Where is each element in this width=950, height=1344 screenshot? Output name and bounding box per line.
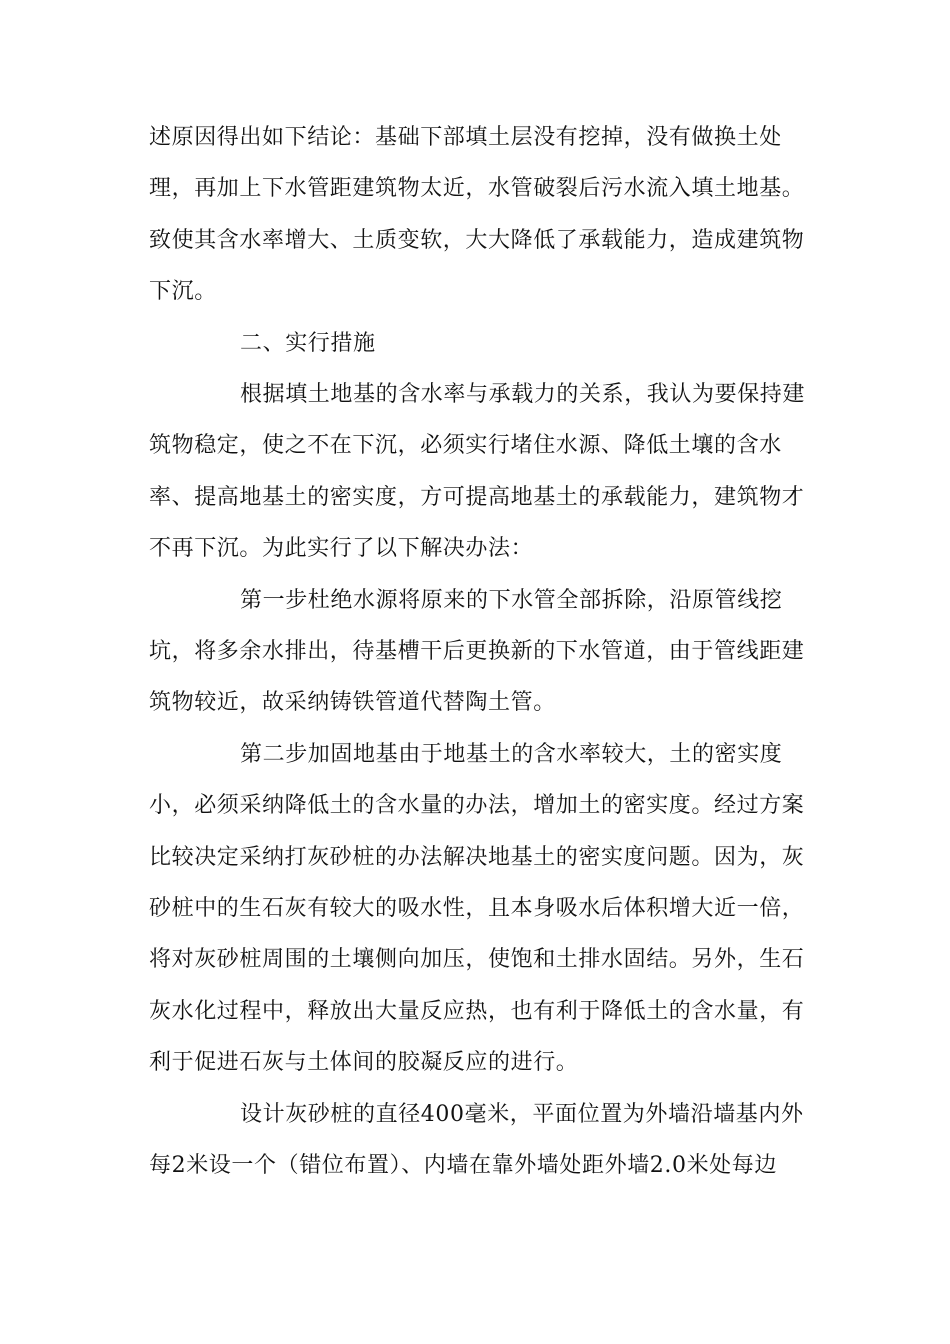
text-line: 坑，将多余水排出，待基槽干后更换新的下水管道，由于管线距建 [149,639,805,664]
paragraph-first-line: 设计灰砂桩的直径400毫米，平面位置为外墙沿墙基内外 [240,1102,804,1127]
text-line: 小，必须采纳降低土的含水量的办法，增加土的密实度。经过方案 [149,793,805,818]
text-line: 致使其含水率增大、土质变软，大大降低了承载能力，造成建筑物 [149,228,805,253]
text-line: 砂桩中的生石灰有较大的吸水性，且本身吸水后体积增大近一倍， [149,896,805,921]
text-line: 将对灰砂桩周围的土壤侧向加压，使饱和土排水固结。另外，生石 [149,947,805,972]
text-line: 灰水化过程中，释放出大量反应热，也有利于降低土的含水量，有 [149,999,805,1024]
text-line: 率、提高地基土的密实度，方可提高地基土的承载能力，建筑物才 [149,485,805,510]
text-line: 不再下沉。为此实行了以下解决办法： [149,536,534,561]
text-line: 筑物较近，故采纳铸铁管道代替陶土管。 [149,690,556,715]
text-line: 比较决定采纳打灰砂桩的办法解决地基土的密实度问题。因为，灰 [149,845,805,870]
section-heading: 二、实行措施 [240,331,376,356]
paragraph-first-line: 根据填土地基的含水率与承载力的关系，我认为要保持建 [240,382,806,407]
paragraph-first-line: 第二步加固地基由于地基土的含水率较大，土的密实度 [240,742,783,767]
text-line: 每2米设一个（错位布置）、内墙在靠外墙处距外墙2.0米处每边 [149,1153,777,1178]
text-line: 下沉。 [149,279,217,304]
text-line: 理，再加上下水管距建筑物太近，水管破裂后污水流入填土地基。 [149,176,805,201]
text-line: 筑物稳定，使之不在下沉，必须实行堵住水源、降低土壤的含水 [149,433,782,458]
text-line: 述原因得出如下结论：基础下部填土层没有挖掉，没有做换土处 [149,125,782,150]
paragraph-first-line: 第一步杜绝水源将原来的下水管全部拆除，沿原管线挖 [240,588,783,613]
text-line: 利于促进石灰与土体间的胶凝反应的进行。 [149,1050,579,1075]
